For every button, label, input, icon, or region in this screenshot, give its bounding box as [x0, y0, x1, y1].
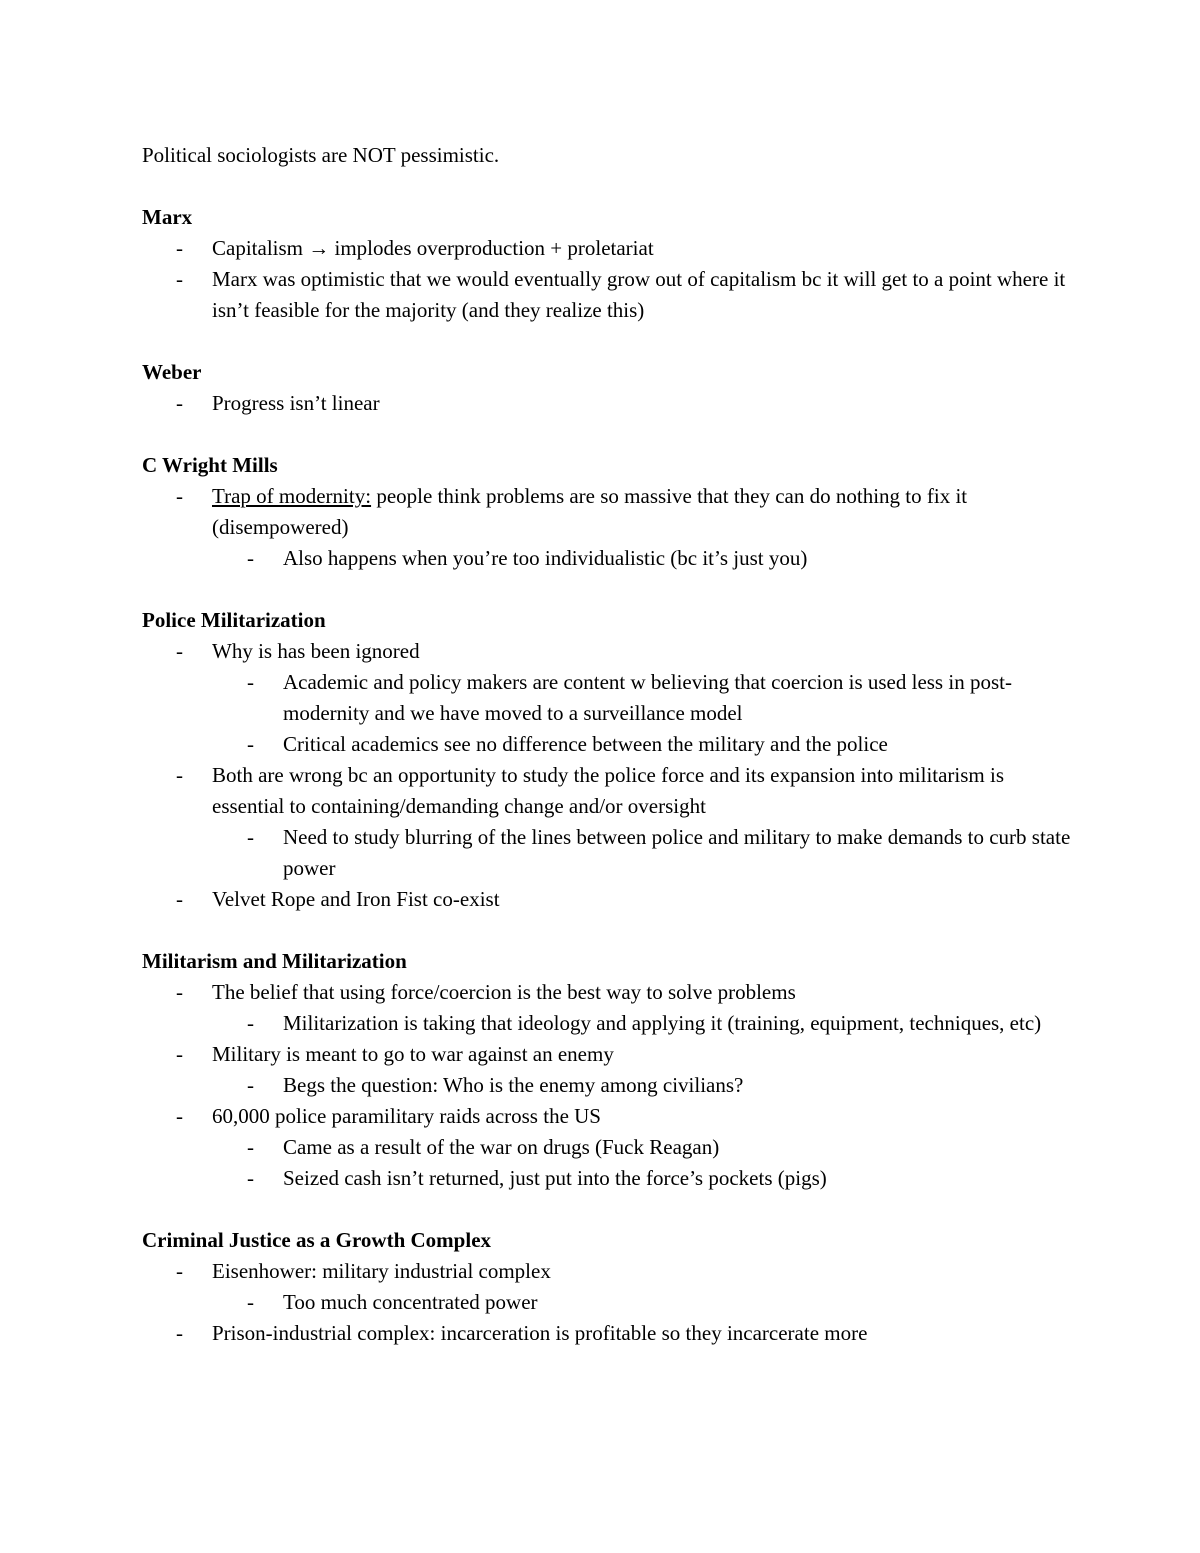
bullet-text: Eisenhower: military industrial complex	[212, 1259, 551, 1283]
section	[142, 946, 1072, 1194]
bullet-list	[142, 1256, 1072, 1349]
bullet-text: 60,000 police paramilitary raids across the US	[212, 1104, 601, 1128]
sub-bullet-item	[142, 729, 1072, 760]
bullet-item	[142, 1039, 1072, 1070]
bullet-dash: -	[176, 391, 183, 415]
bullet-text: Need to study blurring of the lines between police and military to make demands to curb state power	[283, 825, 1071, 880]
bullet-dash: -	[247, 1135, 254, 1159]
section-heading: Marx	[142, 205, 193, 229]
bullet-list	[142, 636, 1072, 915]
section	[142, 605, 1072, 915]
section-heading: C Wright Mills	[142, 453, 278, 477]
bullet-dash: -	[247, 825, 254, 849]
bullet-text: Also happens when you’re too individualistic (bc it’s just you)	[283, 546, 808, 570]
bullet-dash: -	[176, 484, 183, 508]
bullet-text: Came as a result of the war on drugs (Fuck Reagan)	[283, 1135, 720, 1159]
bullet-list	[142, 481, 1072, 574]
section-heading: Weber	[142, 360, 202, 384]
bullet-item	[142, 636, 1072, 667]
bullet-dash: -	[247, 1290, 254, 1314]
bullet-dash: -	[247, 732, 254, 756]
section-heading: Militarism and Militarization	[142, 949, 407, 973]
bullet-dash: -	[176, 267, 183, 291]
underlined-term: Trap of modernity:	[212, 484, 372, 508]
bullet-item	[142, 1256, 1072, 1287]
bullet-dash: -	[247, 546, 254, 570]
bullet-item	[142, 1101, 1072, 1132]
bullet-dash: -	[176, 1321, 183, 1345]
sub-bullet-item	[142, 1008, 1072, 1039]
section	[142, 450, 1072, 574]
bullet-list	[142, 977, 1072, 1194]
notes-sections	[142, 202, 1072, 1349]
sub-bullet-item	[142, 1070, 1072, 1101]
bullet-list	[142, 388, 1072, 419]
sub-bullet-item	[142, 1163, 1072, 1194]
section	[142, 357, 1072, 419]
bullet-text: Prison-industrial complex: incarceration is profitable so they incarcerate more	[212, 1321, 868, 1345]
bullet-item	[142, 481, 1072, 543]
bullet-dash: -	[247, 670, 254, 694]
bullet-dash: -	[176, 1259, 183, 1283]
intro-text: Political sociologists are NOT pessimistic.	[142, 143, 500, 167]
bullet-text: Critical academics see no difference between the military and the police	[283, 732, 888, 756]
bullet-text: Progress isn’t linear	[212, 391, 380, 415]
bullet-text: Velvet Rope and Iron Fist co-exist	[212, 887, 500, 911]
bullet-item	[142, 1318, 1072, 1349]
bullet-dash: -	[176, 887, 183, 911]
bullet-text: Begs the question: Who is the enemy among civilians?	[283, 1073, 744, 1097]
bullet-text: Military is meant to go to war against an enemy	[212, 1042, 614, 1066]
bullet-text: Marx was optimistic that we would eventually grow out of capitalism bc it will get to a point where it isn’t feasible for the majority (and they realize this)	[212, 267, 1066, 322]
section-heading: Police Militarization	[142, 608, 326, 632]
bullet-dash: -	[176, 1104, 183, 1128]
bullet-text: Seized cash isn’t returned, just put into the force’s pockets (pigs)	[283, 1166, 827, 1190]
bullet-dash: -	[176, 763, 183, 787]
bullet-item	[142, 977, 1072, 1008]
sub-bullet-item	[142, 543, 1072, 574]
sub-bullet-item	[142, 1287, 1072, 1318]
bullet-dash: -	[176, 1042, 183, 1066]
bullet-item	[142, 233, 1072, 264]
bullet-text: Academic and policy makers are content w believing that coercion is used less in post-modernity and we have moved to a surveillance model	[283, 670, 1012, 725]
bullet-item	[142, 884, 1072, 915]
bullet-dash: -	[247, 1011, 254, 1035]
bullet-list	[142, 233, 1072, 326]
section-heading: Criminal Justice as a Growth Complex	[142, 1228, 492, 1252]
bullet-text: Why is has been ignored	[212, 639, 420, 663]
bullet-text: The belief that using force/coercion is the best way to solve problems	[212, 980, 796, 1004]
sub-bullet-item	[142, 822, 1072, 884]
sub-bullet-item	[142, 667, 1072, 729]
bullet-text: Capitalism → implodes overproduction + proletariat	[212, 236, 654, 260]
bullet-text: Both are wrong bc an opportunity to study the police force and its expansion into militarism is essential to containing/demanding change and/or oversight	[212, 763, 1005, 818]
section	[142, 1225, 1072, 1349]
bullet-item	[142, 760, 1072, 822]
bullet-item	[142, 264, 1072, 326]
section	[142, 202, 1072, 326]
sub-bullet-item	[142, 1132, 1072, 1163]
bullet-dash: -	[176, 980, 183, 1004]
bullet-dash: -	[247, 1073, 254, 1097]
bullet-item	[142, 388, 1072, 419]
bullet-text: people think problems are so massive that they can do nothing to fix it (disempowered)	[212, 484, 968, 539]
bullet-dash: -	[176, 639, 183, 663]
bullet-text: Militarization is taking that ideology and applying it (training, equipment, techniques, etc)	[283, 1011, 1042, 1035]
bullet-dash: -	[176, 236, 183, 260]
bullet-dash: -	[247, 1166, 254, 1190]
document-body	[142, 140, 1072, 1380]
bullet-text: Too much concentrated power	[283, 1290, 538, 1314]
